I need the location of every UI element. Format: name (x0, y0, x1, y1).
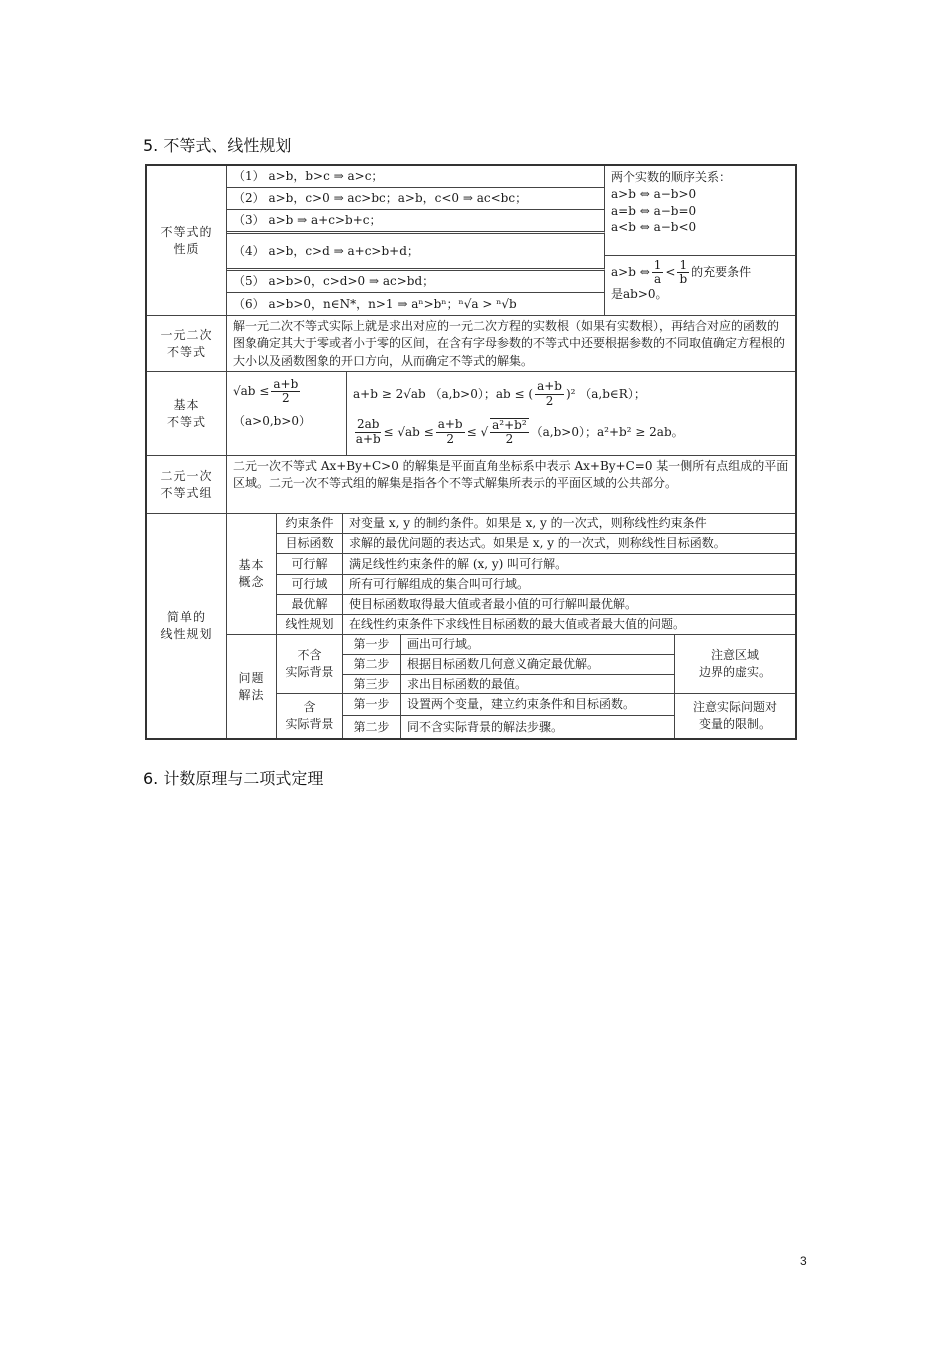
concept-term: 可行解 (277, 554, 343, 575)
frac-num: a+b (437, 417, 463, 432)
step-number: 第一步 (343, 635, 401, 655)
label-linear-programming: 简单的 线性规划 (147, 514, 227, 738)
fraction-one-over-a (652, 259, 664, 286)
step-number: 第二步 (343, 655, 401, 675)
fraction-one-over-b (677, 259, 689, 286)
label-basic-concepts: 基本 概念 (227, 514, 277, 635)
frac-den: 2 (281, 391, 290, 406)
concept-definition: 满足线性约束条件的解 (x, y) 叫可行解。 (343, 554, 795, 575)
order-relation-note: 两个实数的顺序关系： a>b ⇔ a−b>0 a=b ⇔ a−b=0 a<b ⇔ a−b<0 (605, 166, 795, 256)
note-boundary: 注意区域 边界的虚实。 (675, 635, 795, 694)
frac-den: a+b (355, 431, 381, 446)
reciprocal-prefix: a>b ⇔ (611, 265, 650, 280)
property-rule-6: （6） a>b>0，n∈N*，n>1 ⇒ aⁿ>bⁿ；ⁿ√a > ⁿ√b (227, 293, 605, 316)
label-quadratic: 一元二次 不等式 (147, 316, 227, 372)
concept-definition: 对变量 x, y 的制约条件。如果是 x, y 的一次式，则称线性约束条件 (343, 514, 795, 534)
property-rule-1: （1） a>b，b>c ⇒ a>c； (227, 166, 605, 188)
step-number: 第三步 (343, 675, 401, 694)
concept-definition: 在线性约束条件下求线性目标函数的最大值或者最大值的问题。 (343, 615, 795, 635)
frac-num: 1 (679, 258, 688, 272)
concept-term: 约束条件 (277, 514, 343, 534)
inequality-summary-table (145, 164, 797, 740)
reciprocal-condition (605, 256, 795, 316)
basic-line2-a: ≤ √ab ≤ (383, 424, 434, 439)
step-number: 第二步 (343, 716, 401, 738)
property-rule-2: （2） a>b，c>0 ⇒ ac>bc；a>b，c<0 ⇒ ac<bc； (227, 188, 605, 210)
step-description: 设置两个变量，建立约束条件和目标函数。 (401, 694, 675, 716)
concept-term: 线性规划 (277, 615, 343, 635)
sqrt-ab-prefix: √ab ≤ (233, 384, 270, 399)
label-without-background: 不含 实际背景 (277, 635, 343, 694)
frac-num: 2ab (357, 417, 380, 432)
frac-den: a (654, 272, 662, 287)
frac-den: 2 (446, 431, 454, 446)
concept-term: 可行域 (277, 575, 343, 595)
label-basic-inequality: 基本 不等式 (147, 372, 227, 456)
basic-line1-a: a+b ≥ 2√ab （a,b>0）；ab ≤ ( (353, 386, 534, 401)
linear-system-description: 二元一次不等式 Ax+By+C>0 的解集是平面直角坐标系中表示 Ax+By+C=0 某一侧所有点组成的平面区域。二元一次不等式组的解集是指各个不等式解集所表示的平面区域的公共部分。 (227, 456, 795, 514)
page-number: 3 (800, 1254, 807, 1268)
property-rule-4: （4） a>b，c>d ⇒ a+c>b+d； (227, 234, 605, 271)
basic-inequality-right (347, 372, 795, 456)
frac-den: 2 (505, 432, 514, 446)
step-number: 第一步 (343, 694, 401, 716)
fraction-squares-over-2 (490, 418, 529, 446)
basic-line2-b: ≤ √ (466, 424, 489, 439)
concept-definition: 求解的最优问题的表达式。如果是 x, y 的一次式，则称线性目标函数。 (343, 534, 795, 554)
fraction-a-plus-b-over-2 (535, 380, 564, 407)
basic-inequality-left (227, 372, 347, 456)
label-linear-system: 二元一次 不等式组 (147, 456, 227, 514)
basic-left-condition: （a>0,b>0） (233, 414, 312, 429)
step-description: 求出目标函数的最值。 (401, 675, 675, 694)
concept-term: 最优解 (277, 595, 343, 615)
label-properties: 不等式的 性质 (147, 166, 227, 316)
step-description: 画出可行域。 (401, 635, 675, 655)
section-heading-6: 6. 计数原理与二项式定理 (143, 769, 324, 788)
property-rule-5: （5） a>b>0，c>d>0 ⇒ ac>bd； (227, 271, 605, 293)
note-variable-limits: 注意实际问题对 变量的限制。 (692, 700, 777, 731)
basic-line2-c: （a,b>0）；a²+b² ≥ 2ab。 (530, 424, 684, 439)
step-description: 根据目标函数几何意义确定最优解。 (401, 655, 675, 675)
frac-num: a+b (537, 379, 562, 394)
reciprocal-suffix: 的充要条件 (691, 265, 752, 280)
fraction-a-plus-b-over-2 (436, 418, 465, 445)
basic-line1-b: )² （a,b∈R）； (565, 386, 646, 401)
fraction-a-plus-b-over-2 (271, 378, 300, 405)
concept-definition: 所有可行解组成的集合叫可行域。 (343, 575, 795, 595)
frac-den: 2 (545, 393, 554, 408)
concept-term: 目标函数 (277, 534, 343, 554)
concept-definition: 使目标函数取得最大值或者最小值的可行解叫最优解。 (343, 595, 795, 615)
reciprocal-cond: 是ab>0。 (611, 287, 668, 302)
frac-num: a²+b² (492, 417, 527, 432)
fraction-2ab-over-a-plus-b (355, 418, 381, 445)
section-heading-5: 5. 不等式、线性规划 (143, 136, 292, 155)
reciprocal-lt: < (665, 265, 676, 280)
frac-num: a+b (273, 377, 299, 391)
step-description: 同不含实际背景的解法步骤。 (401, 716, 675, 738)
label-problem-method: 问题 解法 (227, 635, 277, 738)
label-with-background: 含 实际背景 (277, 694, 343, 738)
property-rule-3: （3） a>b ⇒ a+c>b+c； (227, 210, 605, 234)
frac-den: b (679, 272, 688, 287)
frac-num: 1 (653, 258, 662, 272)
quadratic-description: 解一元二次不等式实际上就是求出对应的一元二次方程的实数根（如果有实数根），再结合对应的函数的图象确定其大于零或者小于零的区间，在含有字母参数的不等式中还要根据参数的不同取值确定方程根的大小以及函数图象的开口方向，从而确定不等式的解集。 (227, 316, 795, 372)
